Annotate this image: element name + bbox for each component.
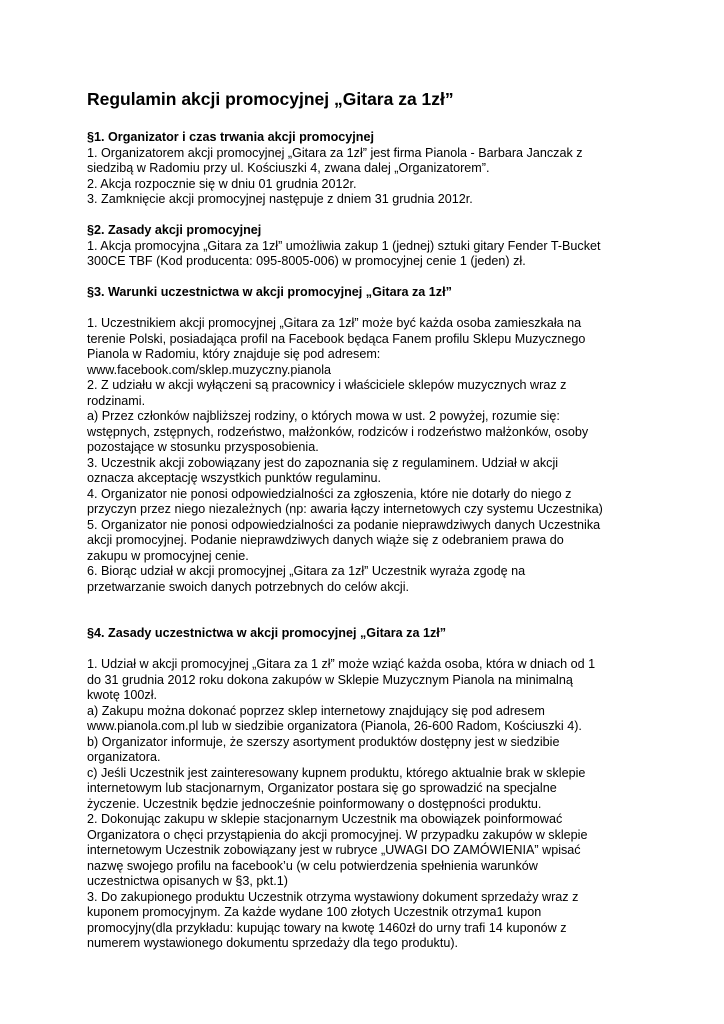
paragraph-line: a) Przez członków najbliższej rodziny, o których mowa w ust. 2 powyżej, rozumie się: (87, 409, 560, 423)
paragraph-line: przetwarzanie swoich danych potrzebnych do celów akcji. (87, 579, 410, 594)
paragraph-line: www.facebook.com/sklep.muzyczny.pianola (87, 362, 332, 377)
paragraph-line: życzenie. Uczestnik będzie jednocześnie poinformowany o dostępności produktu. (87, 796, 542, 811)
paragraph-line: organizatora. (87, 750, 161, 764)
section-3 (87, 285, 647, 595)
paragraph-line: 1. Uczestnikiem akcji promocyjnej „Gitara za 1zł” może być każda osoba zamieszkała na (87, 316, 582, 330)
paragraph-line: siedzibą w Radomiu przy ul. Kościuszki 4, zwana dalej „Organizatorem”. (87, 161, 490, 175)
spacer (87, 270, 647, 286)
spacer (87, 208, 647, 224)
paragraph-line: rodzinami. (87, 393, 146, 408)
paragraph-line: 3. Do zakupionego produktu Uczestnik otrzyma wystawiony dokument sprzedaży wraz z (87, 889, 579, 904)
paragraph-line: do 31 grudnia 2012 roku dokona zakupów w Sklepie Muzycznym Pianola na minimalną (87, 672, 573, 687)
spacer (87, 642, 647, 658)
paragraph-line: oznacza akceptację wszystkich punktów regulaminu. (87, 471, 381, 485)
paragraph-line: 4. Organizator nie ponosi odpowiedzialności za zgłoszenia, które nie dotarły do niego z (87, 486, 572, 501)
section-1 (87, 130, 647, 208)
paragraph-line: Organizatora o chęci przystąpienia do akcji promocyjnej. W przypadku zakupów w sklepie (87, 827, 588, 842)
paragraph-line: internetowym Uczestnik zobowiązany jest w rubryce „UWAGI DO ZAMÓWIENIA” wpisać (87, 843, 581, 857)
paragraph-line: 3. Uczestnik akcji zobowiązany jest do zapoznania się z regulaminem. Udział w akcji (87, 455, 559, 470)
spacer (87, 595, 647, 626)
paragraph-line: 1. Organizatorem akcji promocyjnej „Gitara za 1zł” jest firma Pianola - Barbara Janczak z (87, 145, 583, 160)
paragraph-line: 2. Z udziału w akcji wyłączeni są pracownicy i właściciele sklepów muzycznych wraz z (87, 378, 567, 392)
paragraph-line: internetowym lub stacjonarnym, Organizator postara się go sprowadzić na specjalne (87, 781, 557, 795)
paragraph-line: numerem wystawionego dokumentu sprzedaży dla tego produktu). (87, 936, 459, 950)
paragraph-line: 6. Biorąc udział w akcji promocyjnej „Gitara za 1zł” Uczestnik wyraża zgodę na (87, 564, 526, 578)
paragraph-line: wstępnych, zstępnych, rodzeństwo, małżonków, rodziców i rodzeństwo małżonków, osoby (87, 424, 589, 439)
paragraph-line: 2. Dokonując zakupu w sklepie stacjonarnym Uczestnik ma obowiązek poinformować (87, 812, 563, 826)
section-heading: §2. Zasady akcji promocyjnej (87, 223, 262, 237)
paragraph-line: kuponem promocyjnym. Za każde wydane 100 złotych Uczestnik otrzyma1 kupon (87, 905, 542, 919)
paragraph-line: promocyjny(dla przykładu: kupując towary na kwotę 1460zł do urny trafi 14 kuponów z (87, 920, 567, 935)
paragraph-line: nazwę swojego profilu na facebook’u (w celu potwierdzenia spełnienia warunków (87, 858, 538, 873)
paragraph-line: przyczyn przez niego niezależnych (np: awaria łączy internetowych czy systemu Uczestnika) (87, 502, 603, 516)
paragraph-line: 3. Zamknięcie akcji promocyjnej następuje z dniem 31 grudnia 2012r. (87, 192, 473, 206)
paragraph-line: 5. Organizator nie ponosi odpowiedzialności za podanie nieprawdziwych danych Uczestnika (87, 517, 601, 532)
paragraph-line: akcji promocyjnej. Podanie nieprawdziwych danych wiąże się z odebraniem prawa do (87, 533, 564, 547)
paragraph-line: 1. Akcja promocyjna „Gitara za 1zł” umożliwia zakup 1 (jednej) sztuki gitary Fender T-Bucket (87, 238, 601, 253)
paragraph-line: pozostające w stosunku przysposobienia. (87, 440, 319, 454)
document-page (87, 88, 647, 952)
paragraph-line: Pianola w Radomiu, który znajduje się pod adresem: (87, 347, 381, 361)
paragraph-line: kwotę 100zł. (87, 688, 158, 702)
paragraph-line: a) Zakupu można dokonać poprzez sklep internetowy znajdujący się pod adresem (87, 703, 545, 718)
paragraph-line: www.pianola.com.pl lub w siedzibie organizatora (Pianola, 26-600 Radom, Kościuszki 4). (87, 719, 582, 733)
section-heading: §1. Organizator i czas trwania akcji promocyjnej (87, 130, 374, 144)
paragraph-line: b) Organizator informuje, że szerszy asortyment produktów dostępny jest w siedzibie (87, 734, 560, 749)
section-2 (87, 223, 647, 270)
paragraph-line: zakupu w promocyjnej cenie. (87, 548, 249, 563)
spacer (87, 301, 647, 317)
paragraph-line: 1. Udział w akcji promocyjnej „Gitara za 1 zł” może wziąć każda osoba, która w dniach od 1 (87, 657, 596, 671)
section-heading: §3. Warunki uczestnictwa w akcji promocyjnej „Gitara za 1zł” (87, 285, 452, 299)
paragraph-line: terenie Polski, posiadająca profil na Facebook będąca Fanem profilu Sklepu Muzycznego (87, 331, 586, 346)
section-heading: §4. Zasady uczestnictwa w akcji promocyjnej „Gitara za 1zł” (87, 626, 447, 640)
document-title: Regulamin akcji promocyjnej „Gitara za 1zł” (87, 89, 454, 109)
section-4 (87, 626, 647, 952)
paragraph-line: 2. Akcja rozpocznie się w dniu 01 grudnia 2012r. (87, 176, 357, 191)
paragraph-line: 300CE TBF (Kod producenta: 095-8005-006) w promocyjnej cenie 1 (jeden) zł. (87, 254, 526, 268)
paragraph-line: uczestnictwa opisanych w §3, pkt.1) (87, 874, 288, 888)
paragraph-line: c) Jeśli Uczestnik jest zainteresowany kupnem produktu, którego aktualnie brak w sklepie (87, 765, 586, 780)
